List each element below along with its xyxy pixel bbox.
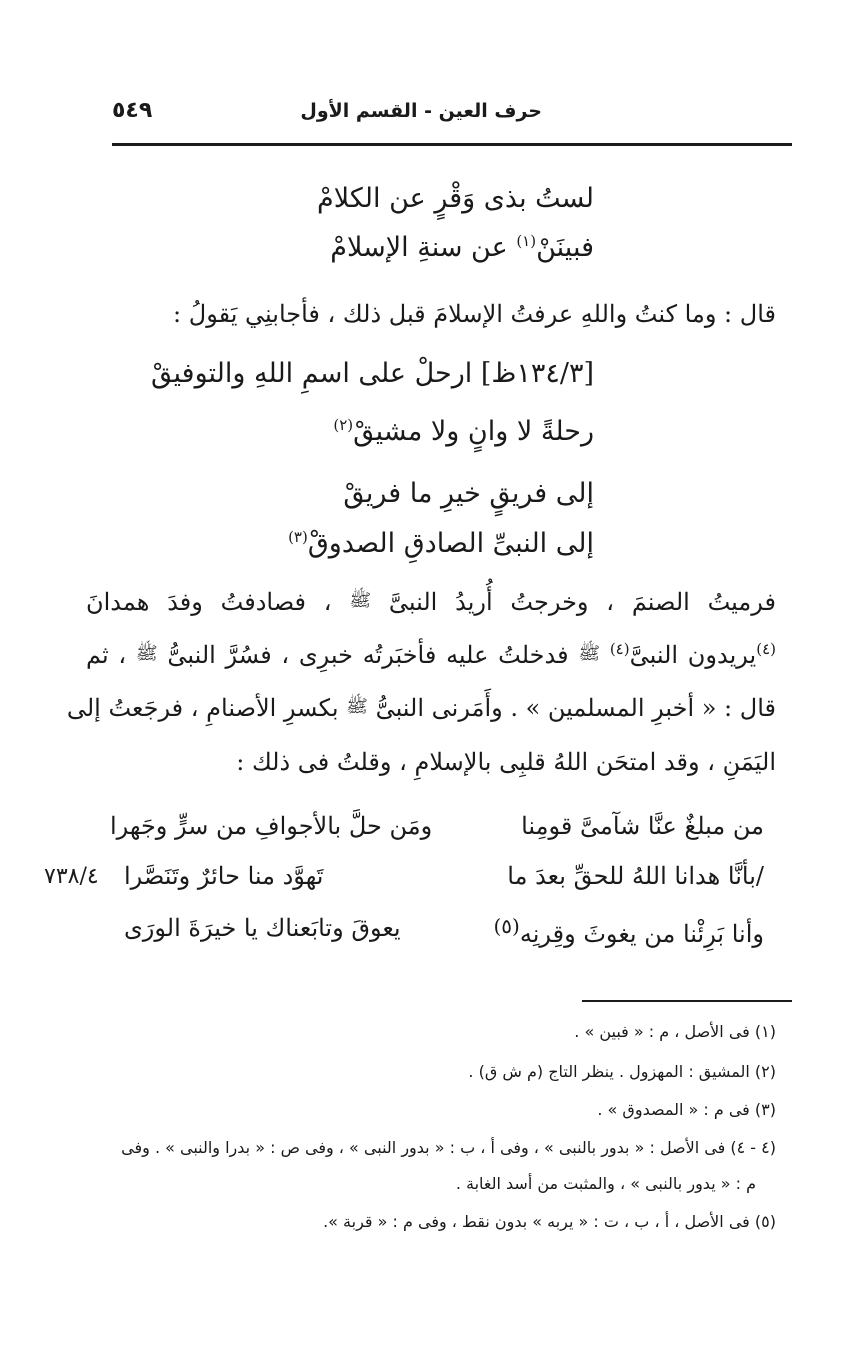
verse-text: لستُ بذى وَقْرٍ عن الكلامْ — [317, 183, 594, 214]
hemistich-text: يعوقَ وتابَعناك يا خيرَةَ الورَى — [124, 914, 401, 942]
verse-line — [151, 358, 594, 389]
hemistich-text: ومَن حلَّ بالأجوافِ من سرٍّ وجَهرا — [110, 812, 433, 840]
footnote-marker: (٢) — [333, 416, 354, 434]
hemistich-text: وأنا بَرِئْنا من يغوثَ وقِرنِه — [519, 920, 764, 948]
prose-text: اليَمَنِ ، وقد امتحَن اللهُ قلبِى بالإسلامِ ، وقلتُ فى ذلك : — [236, 748, 776, 776]
hemistich-text: /بأنَّا هدانا اللهُ للحقِّ بعدَ ما — [507, 862, 764, 890]
verse-text: إلى فريقٍ خيرِ ما فريقْ — [343, 478, 594, 509]
salla-ligature: ﷺ — [578, 643, 601, 664]
verse-line — [288, 528, 594, 559]
verse-text: [١٣٤/٣ظ] ارحلْ على اسمِ اللهِ والتوفيقْ — [151, 358, 594, 389]
couplet-second-hemistich — [110, 812, 432, 840]
prose-text: فرميتُ الصنمَ ، وخرجتُ أُريدُ النبىَّ — [388, 588, 776, 616]
couplet-first-hemistich — [521, 812, 764, 840]
prose-text: ، فصادفتُ وفدَ همدانَ — [86, 588, 332, 616]
footnote-marker: (٥) — [493, 914, 520, 938]
footnote: (٣) فى م : « المصدوق » . — [597, 1100, 776, 1119]
prose-line — [86, 748, 776, 776]
footnote: (٤ - ٤) فى الأصل : « بدور بالنبى » ، وفى أ ، ب : « بدور النبى » ، وفى ص : « بدرا والنبى » . وفى — [121, 1138, 776, 1157]
verse-line — [330, 232, 594, 263]
prose-text: قال : وما كنتُ واللهِ عرفتُ الإسلامَ قبل ذلك ، فأجابنِي يَقولُ : — [173, 300, 776, 328]
verse-text: عن سنةِ الإسلامْ — [330, 232, 517, 263]
prose-text: بكسرِ الأصنامِ ، فرجَعتُ إلى — [66, 694, 339, 722]
verse-line — [343, 478, 594, 509]
salla-ligature: ﷺ — [346, 696, 368, 717]
hemistich-text: من مبلغٌ عنَّا شآمىَّ قومِنا — [521, 812, 764, 840]
prose-text: ، ثم — [86, 641, 127, 669]
footnote: (٢) المشيق : المهزول . ينظر التاج (م ش ق) . — [468, 1062, 776, 1081]
footnote-marker: (٣) — [288, 528, 308, 546]
couplet-second-hemistich — [124, 914, 401, 942]
header-title: حرف العين - القسم الأول — [300, 100, 542, 122]
footnote: (٥) فى الأصل ، أ ، ب ، ت : « يربه » بدون نقط ، وفى م : « قربة ». — [323, 1212, 776, 1231]
prose-text: يريدون النبىَّ — [629, 641, 757, 669]
footnote-marker: (٤) — [609, 640, 630, 658]
prose-line — [86, 588, 776, 616]
couplet-first-hemistich — [507, 862, 764, 890]
verse-line — [317, 183, 594, 214]
hemistich-text: تَهوَّد منا حائرٌ وتَنَصَّرا — [124, 862, 324, 890]
footnote-rule — [582, 1000, 792, 1002]
prose-text: قال : « أخبرِ المسلمين » . وأَمَرنى النبىُّ — [375, 694, 776, 722]
couplet-second-hemistich — [124, 862, 323, 890]
footnote-marker: (٤) — [756, 640, 776, 658]
header-rule — [112, 143, 792, 146]
page-number: ٥٤٩ — [112, 98, 153, 123]
footnote-marker: (١) — [516, 232, 537, 250]
verse-line — [333, 416, 594, 447]
margin-reference: ٧٣٨/٤ — [44, 864, 99, 889]
running-header — [112, 96, 790, 132]
prose-line — [66, 694, 776, 722]
couplet-first-hemistich — [493, 914, 764, 948]
verse-text: فبينَنْ — [536, 232, 594, 263]
prose-line — [86, 300, 776, 328]
footnote: (١) فى الأصل ، م : « فبين » . — [574, 1022, 776, 1041]
verse-text: إلى النبىِّ الصادقِ الصدوقْ — [307, 528, 594, 559]
prose-line — [86, 640, 776, 669]
footnote-continuation: م : « يدور بالنبى » ، والمثبت من أسد الغابة . — [455, 1174, 756, 1193]
salla-ligature: ﷺ — [135, 643, 158, 664]
salla-ligature: ﷺ — [349, 590, 372, 611]
verse-text: رحلةً لا وانٍ ولا مشيقْ — [353, 416, 594, 447]
prose-text: فدخلتُ عليه فأخبَرتُه خبرِى ، فسُرَّ النبىُّ — [167, 641, 569, 669]
